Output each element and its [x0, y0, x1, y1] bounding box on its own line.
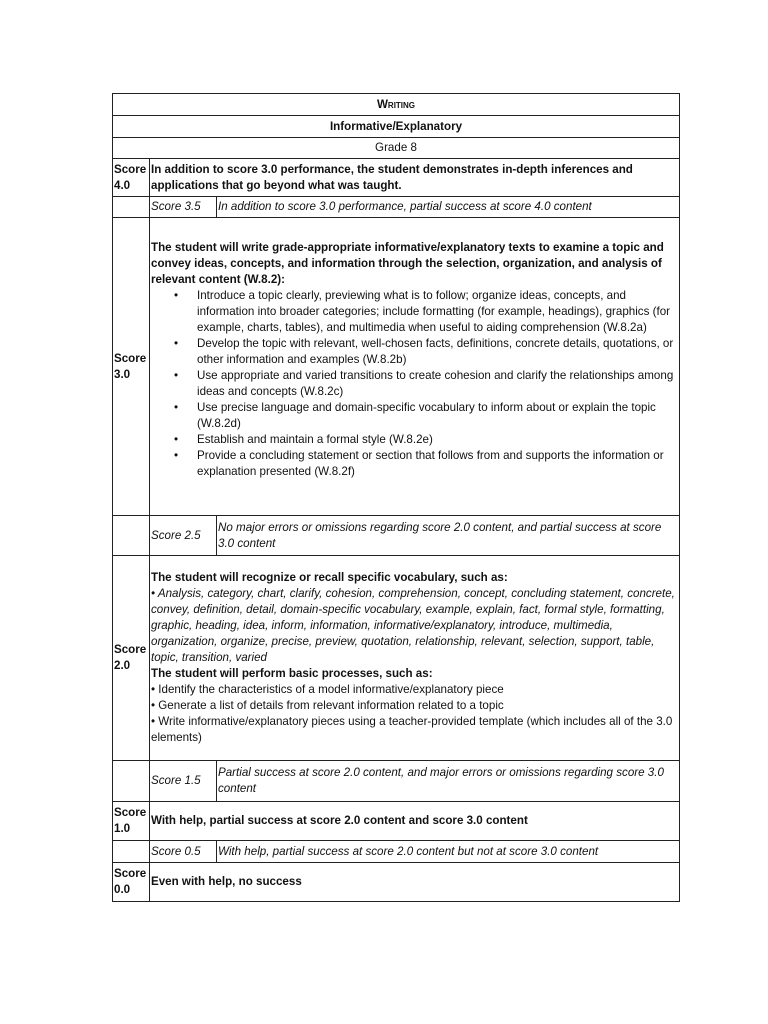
score-2-5-label: Score 2.5 — [150, 516, 217, 556]
score-1-0-text: With help, partial success at score 2.0 content and score 3.0 content — [150, 802, 680, 841]
bullet-item: • Provide a concluding statement or section that follows from and supports the information or explanation presented (W.8.2f) — [197, 448, 678, 480]
score-2-5-row — [113, 516, 680, 556]
process-heading: The student will perform basic processes, such as: — [151, 667, 433, 680]
score-0-0-row — [113, 863, 680, 902]
score-3-0-label: Score 3.0 — [113, 218, 150, 516]
subtitle-row — [113, 116, 680, 138]
bullet-item: • Introduce a topic clearly, previewing what is to follow; organize ideas, concepts, and information into broader categories; include formatting (for example, headings), graphics (for example, charts, tables), and multimedia when useful to aiding comprehension (W.8.2a) — [197, 288, 678, 336]
score-0-5-label: Score 0.5 — [150, 841, 217, 863]
bullet-item: • Use appropriate and varied transitions to create cohesion and clarify the relationships among ideas and concepts (W.8.2c) — [197, 368, 678, 400]
score-1-0-row — [113, 802, 680, 841]
score-2-5-text: No major errors or omissions regarding score 2.0 content, and partial success at score 3.0 content — [217, 516, 680, 556]
score-4-0-row — [113, 159, 680, 197]
score-3-0-bullet-list — [151, 288, 678, 480]
score-3-0-row — [113, 218, 680, 516]
score-1-5-spacer — [113, 761, 150, 802]
vocab-list: • Analysis, category, chart, clarify, cohesion, comprehension, concept, concluding statement, concrete, convey, definition, detail, domain-specific vocabulary, example, explain, fact, formal style, formatting, graphic, heading, idea, inform, information, informative/explanatory, introduce, multimedia, organization, organize, precise, preview, quotation, relationship, relevant, selection, support, table, topic, transition, varied — [151, 587, 675, 664]
score-3-5-label: Score 3.5 — [150, 197, 217, 218]
score-2-5-spacer — [113, 516, 150, 556]
rubric-page — [112, 93, 679, 902]
rubric-table — [112, 93, 680, 902]
score-3-5-spacer — [113, 197, 150, 218]
vocab-heading: The student will recognize or recall specific vocabulary, such as: — [151, 571, 508, 584]
title-row — [113, 94, 680, 116]
score-3-0-content — [150, 218, 680, 516]
process-item: • Write informative/explanatory pieces using a teacher-provided template (which includes all of the 3.0 elements) — [151, 715, 673, 744]
rubric-subtitle: Informative/Explanatory — [113, 116, 680, 138]
grade-label: Grade 8 — [113, 138, 680, 159]
score-0-0-text: Even with help, no success — [150, 863, 680, 902]
rubric-title: Writing — [113, 94, 680, 116]
score-1-5-row — [113, 761, 680, 802]
score-0-0-label: Score 0.0 — [113, 863, 150, 902]
score-0-5-text: With help, partial success at score 2.0 content but not at score 3.0 content — [217, 841, 680, 863]
score-1-5-text: Partial success at score 2.0 content, and major errors or omissions regarding score 3.0 content — [217, 761, 680, 802]
score-1-0-label: Score 1.0 — [113, 802, 150, 841]
score-0-5-spacer — [113, 841, 150, 863]
process-item: • Identify the characteristics of a model informative/explanatory piece — [151, 683, 504, 696]
score-2-0-content — [150, 556, 680, 761]
bullet-item: • Establish and maintain a formal style (W.8.2e) — [197, 432, 678, 448]
bullet-item: • Develop the topic with relevant, well-chosen facts, definitions, concrete details, quotations, or other information and examples (W.8.2b) — [197, 336, 678, 368]
score-3-0-intro: The student will write grade-appropriate informative/explanatory texts to examine a topic and convey ideas, concepts, and information through the selection, organization, and analysis of relevant content (W.8.2): — [151, 240, 664, 286]
score-2-0-label: Score 2.0 — [113, 556, 150, 761]
process-item: • Generate a list of details from relevant information related to a topic — [151, 699, 504, 712]
score-4-0-text: In addition to score 3.0 performance, the student demonstrates in-depth inferences and applications that go beyond what was taught. — [150, 159, 680, 197]
score-2-0-row — [113, 556, 680, 761]
score-0-5-row — [113, 841, 680, 863]
bullet-item: • Use precise language and domain-specific vocabulary to inform about or explain the topic (W.8.2d) — [197, 400, 678, 432]
score-4-0-label: Score 4.0 — [113, 159, 150, 197]
score-3-5-text: In addition to score 3.0 performance, partial success at score 4.0 content — [217, 197, 680, 218]
score-3-5-row — [113, 197, 680, 218]
score-1-5-label: Score 1.5 — [150, 761, 217, 802]
grade-row — [113, 138, 680, 159]
